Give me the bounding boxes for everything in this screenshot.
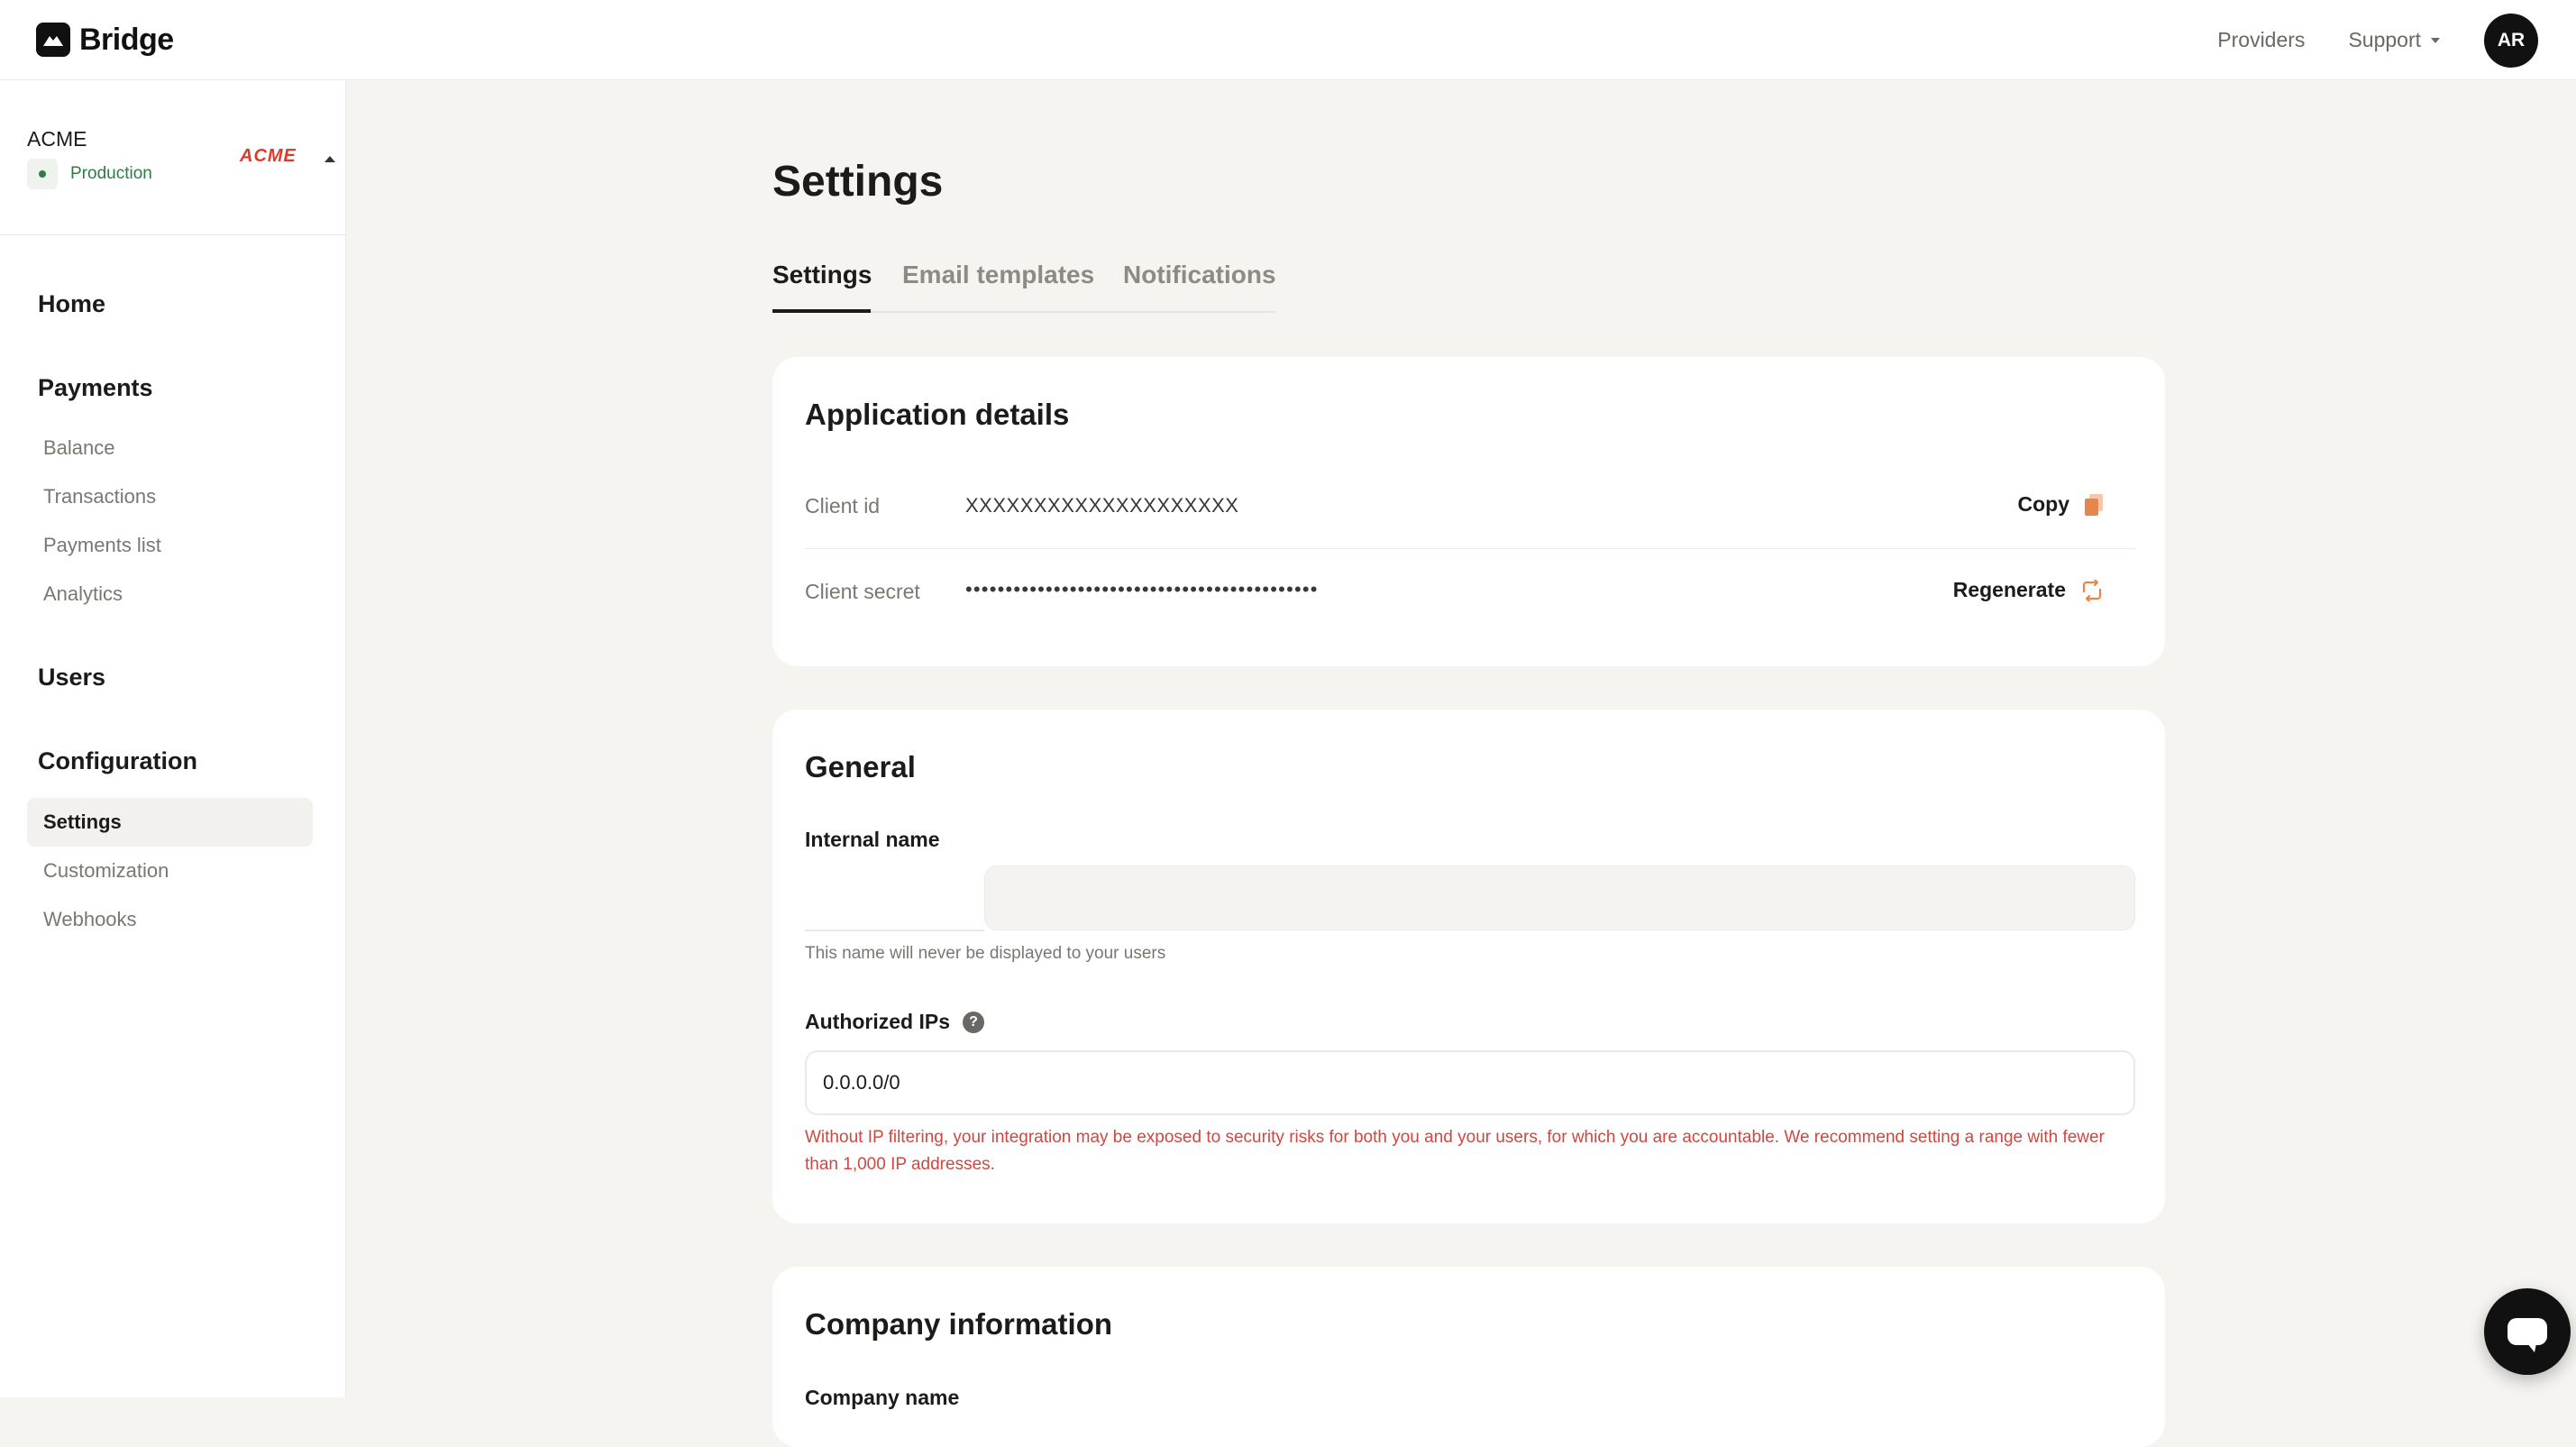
client-secret-value: •••••••••••••••••••••••••••••••••••••••••••• xyxy=(965,578,1319,600)
top-nav xyxy=(2217,0,2576,80)
tab-settings[interactable]: Settings xyxy=(772,261,872,288)
general-card xyxy=(772,710,2165,1223)
sidebar-item-users[interactable]: Users xyxy=(38,664,106,691)
copy-icon xyxy=(2084,493,2104,517)
internal-name-input[interactable] xyxy=(984,865,2135,930)
copy-label: Copy xyxy=(2017,492,2069,516)
refresh-icon xyxy=(2080,580,2104,601)
sidebar-item-home[interactable]: Home xyxy=(38,290,106,317)
application-details-title: Application details xyxy=(805,398,1070,431)
org-name: ACME xyxy=(27,127,87,151)
page-title: Settings xyxy=(772,158,944,206)
sidebar-item-transactions[interactable]: Transactions xyxy=(43,485,157,508)
internal-name-label-text: Internal name xyxy=(805,828,940,851)
copy-client-id-button[interactable] xyxy=(2018,492,2105,517)
environment-badge xyxy=(27,159,152,189)
general-title: General xyxy=(805,750,916,783)
chevron-down-icon xyxy=(2430,37,2441,44)
client-secret-label: Client secret xyxy=(805,580,920,603)
company-information-title: Company information xyxy=(805,1307,1113,1341)
sidebar-item-webhooks[interactable]: Webhooks xyxy=(43,908,137,930)
support-label: Support xyxy=(2348,28,2421,51)
internal-name-hint: This name will never be displayed to your users xyxy=(805,944,1166,963)
org-switcher[interactable] xyxy=(0,80,345,235)
sidebar-item-analytics[interactable]: Analytics xyxy=(43,582,123,605)
sidebar-section-configuration[interactable]: Configuration xyxy=(38,747,197,774)
providers-link[interactable]: Providers xyxy=(2217,28,2306,51)
sidebar xyxy=(0,80,346,1397)
environment-label: Production xyxy=(70,164,152,183)
help-icon[interactable]: ? xyxy=(963,1012,984,1033)
divider xyxy=(805,548,2135,549)
chat-bubble-icon xyxy=(2507,1318,2547,1345)
regenerate-secret-button[interactable] xyxy=(1953,578,2104,602)
brand-name: Bridge xyxy=(79,22,174,57)
chat-support-button[interactable] xyxy=(2484,1288,2571,1375)
tab-notifications[interactable]: Notifications xyxy=(1123,261,1276,288)
tab-bar xyxy=(772,255,1275,313)
company-information-card xyxy=(772,1267,2165,1447)
sidebar-item-payments-list[interactable]: Payments list xyxy=(43,534,161,556)
regenerate-label: Regenerate xyxy=(1952,578,2066,601)
sidebar-item-customization[interactable]: Customization xyxy=(43,859,169,882)
org-logo: ACME xyxy=(240,146,297,166)
internal-name-input-underline xyxy=(805,930,984,931)
bridge-logo-icon xyxy=(36,23,70,57)
authorized-ips-label-text: Authorized IPs xyxy=(805,1010,951,1033)
client-id-label: Client id xyxy=(805,494,881,517)
client-id-value: XXXXXXXXXXXXXXXXXXXX xyxy=(965,494,1239,517)
brand-logo[interactable] xyxy=(36,20,174,60)
avatar[interactable]: AR xyxy=(2484,14,2538,68)
active-tab-indicator xyxy=(772,309,871,313)
company-name-label xyxy=(805,1386,959,1410)
tab-email-templates[interactable]: Email templates xyxy=(902,261,1095,288)
sidebar-item-settings[interactable]: Settings xyxy=(27,798,313,847)
caret-up-icon xyxy=(324,156,335,162)
top-bar xyxy=(0,0,2576,80)
environment-dot-icon xyxy=(27,159,58,189)
authorized-ips-input[interactable]: 0.0.0.0/0 xyxy=(805,1050,2135,1115)
company-name-label-text: Company name xyxy=(805,1386,960,1409)
sidebar-item-balance[interactable]: Balance xyxy=(43,436,115,459)
application-details-card xyxy=(772,357,2165,666)
authorized-ips-warning: Without IP filtering, your integration may be exposed to security risks for both you and your users, for which you are accountable. We recommend setting a range with fewer than 1,000 IP addresses. xyxy=(805,1128,2105,1174)
support-menu[interactable] xyxy=(2348,28,2441,52)
authorized-ips-label xyxy=(805,1010,984,1034)
sidebar-section-payments[interactable]: Payments xyxy=(38,374,153,401)
internal-name-label xyxy=(805,828,940,852)
